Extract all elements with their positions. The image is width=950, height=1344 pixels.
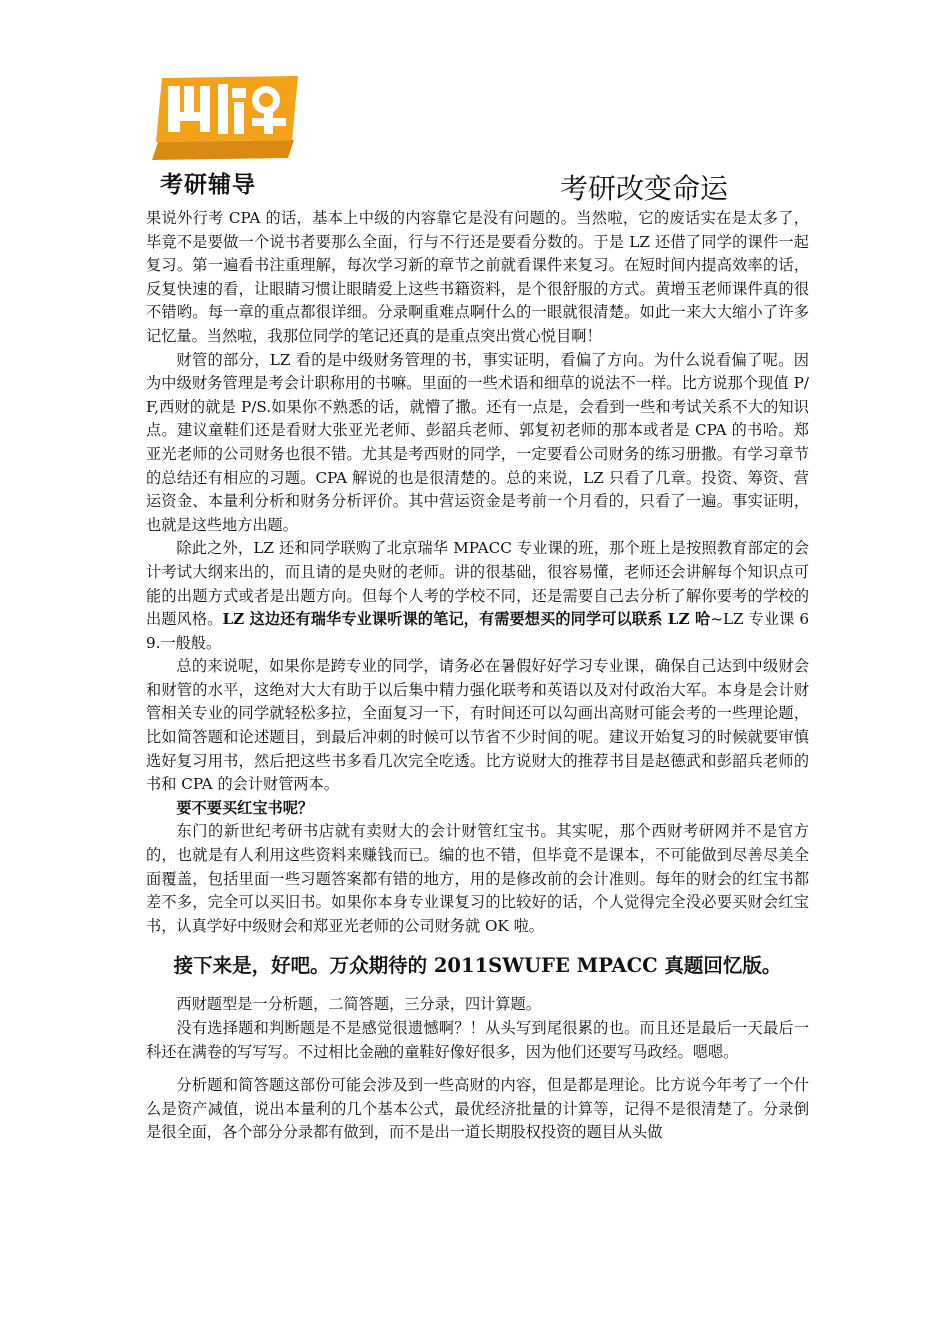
document-body [146,207,809,1145]
brand-logo [148,72,300,200]
subheading-red-book: 要不要买红宝书呢？ [176,798,314,817]
paragraph-9: 分析题和简答题这部份可能会涉及到一些高财的内容，但是都是理论。比方说今年考了一个什么是资产减值，说出本量利的几个基本公式，最优经济批量的计算等，记得不是很清楚了。分录倒是很全面，各个部分分录都有做到，而不是出一道长期股权投资的题目从头做 [146,1076,809,1142]
logo-mark-icon [148,72,300,164]
slogan: 考研改变命运 [560,172,729,205]
paragraph-6: 东门的新世纪考研书店就有卖财大的会计财管红宝书。其实呢，那个西财考研网并不是官方的，也就是有人利用这些资料来赚钱而已。编的也不错，但毕竟不是课本，不可能做到尽善尽美全面覆盖，包括里面一些习题答案都有错的地方，用的是修改前的会计准则。每年的财会的红宝书都差不多，完全可以买旧书。如果你本身专业课复习的比较好的话，个人觉得完全没必要买财会红宝书，认真学好中级财会和郑亚光老师的公司财务就 OK 啦。 [146,822,809,935]
paragraph-2: 财管的部分，LZ 看的是中级财务管理的书，事实证明，看偏了方向。为什么说看偏了呢。因为中级财务管理是考会计职称用的书嘛。里面的一些术语和细草的说法不一样。比方说那个现值 P/F,西财的就是 P/S.如果你不熟悉的话，就懵了撒。还有一点是，会看到一些和考试关系不大的知识点。建议童鞋们还是看财大张亚光老师、彭韶兵老师、郭复初老师的那本或者是 CPA 的书哈。郑亚光老师的公司财务也很不错。尤其是考西财的同学，一定要看公司财务的练习册撒。有学习章节的总结还有相应的习题。CPA 解说的也是很清楚的。总的来说，LZ 只看了几章。投资、筹资、营运资金、本量利分析和财务分析评价。其中营运资金是考前一个月看的，只看了一遍。事实证明，也就是这些地方出题。 [146,350,809,534]
paragraph-7: 西财题型是一分析题，二简答题，三分录，四计算题。 [176,995,541,1014]
paragraph-3-bold: LZ 这边还有瑞华专业课听课的笔记，有需要想买的同学可以联系 LZ 哈 [222,610,711,629]
paragraph-8: 没有选择题和判断题是不是感觉很遗憾啊？！从头写到尾很累的也。而且还是最后一天最后一科还在满卷的写写写。不过相比金融的童鞋好像好很多，因为他们还要写马政经。嗯嗯。 [146,1019,809,1061]
section-heading: 接下来是，好吧。万众期待的 2011SWUFE MPACC 真题回忆版。 [173,954,782,978]
paragraph-3-text: 除此之外，LZ 还和同学联购了北京瑞华 MPACC 专业课的班，那个班上是按照教育部定的会计考试大纲来出的，而且请的是央财的老师。讲的很基础，很容易懂，老师还会讲解每个知识点可能的出题方式或者是出题方向。但每个人考的学校不同，还是需要自己去分析了解你要考的学校的出题风格。 [146,539,809,629]
logo-subtitle: 考研辅导 [160,172,256,198]
paragraph-3-tail: ~LZ 专业课 69.一般般。 [146,610,810,652]
paragraph-4: 总的来说呢，如果你是跨专业的同学，请务必在暑假好好学习专业课，确保自己达到中级财会和财管的水平，这绝对大大有助于以后集中精力强化联考和英语以及对付政治大军。本身是会计财管相关专业的同学就轻松多拉，全面复习一下，有时间还可以勾画出高财可能会考的一些理论题，比如简答题和论述题目，到最后冲刺的时候可以节省不少时间的呢。建议开始复习的时候就要审慎选好复习用书，然后把这些书多看几次完全吃透。比方说财大的推荐书目是赵德武和彭韶兵老师的书和 CPA 的会计财管两本。 [146,657,809,794]
paragraph-3 [146,537,809,655]
paragraph-1: 果说外行考 CPA 的话，基本上中级的内容靠它是没有问题的。当然啦，它的废话实在是太多了，毕竟不是要做一个说书者要那么全面，行与不行还是要看分数的。于是 LZ 还借了同学的课件一起复习。第一遍看书注重理解，每次学习新的章节之前就看课件来复习。在短时间内提高效率的话，反复快速的看，让眼睛习惯让眼睛爱上这些书籍资料，是个很舒服的方式。黄增玉老师课件真的很不错哟。每一章的重点都很详细。分录啊重难点啊什么的一眼就很清楚。如此一来大大缩小了许多记忆量。当然啦，我那位同学的笔记还真的是重点突出赏心悦目啊！ [146,209,809,345]
